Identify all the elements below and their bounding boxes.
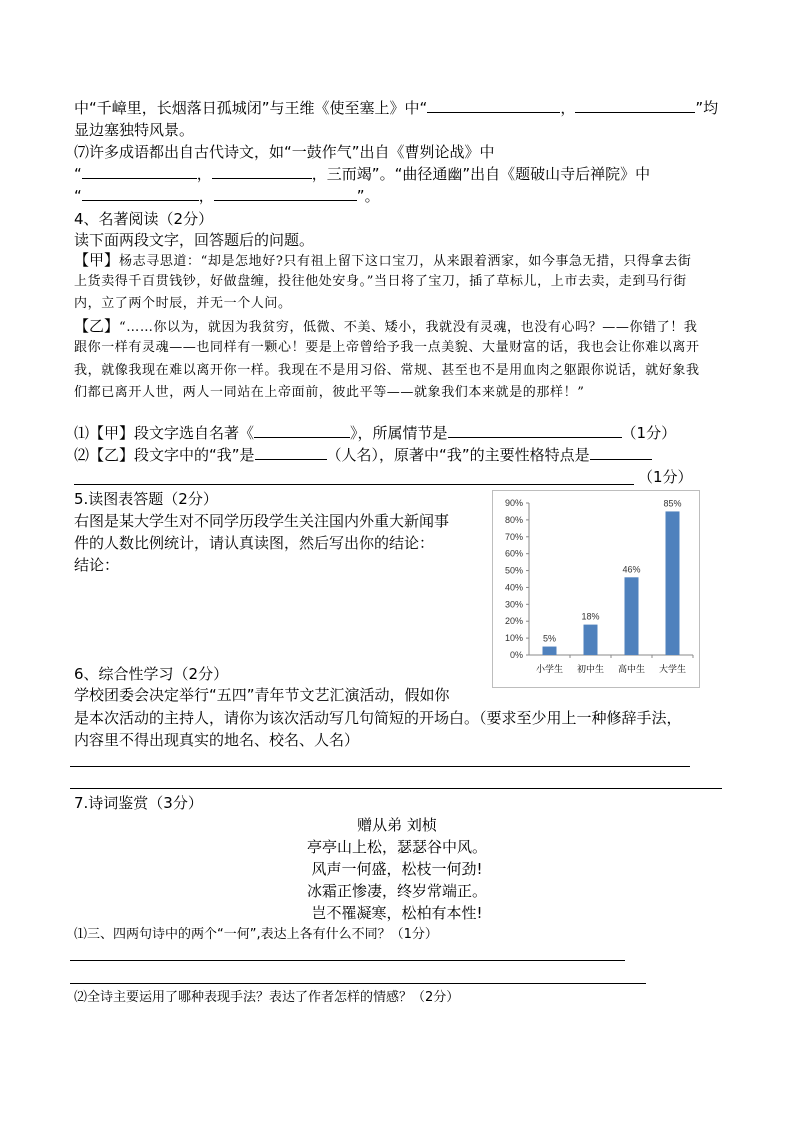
data-label: 18% <box>581 611 600 622</box>
q3-item7-line2 <box>74 164 650 184</box>
passage-yi-text: “……你以为，就因为我贫穷，低微、不美、矮小，我就没有灵魂，也没有心吗？——你错了！我 <box>119 320 698 335</box>
q6-line2: 是本次活动的主持人，请你为该次活动写几句简短的开场白。（要求至少用上一种修辞手法， <box>74 709 682 727</box>
poem-line: 岂不罹凝寒，松柏有本性! <box>311 904 483 922</box>
bar-chart <box>492 490 700 688</box>
passage-jia-label: 【甲】 <box>74 251 120 269</box>
passage-jia-line2: 上货卖得千百贯钱钞，好做盘缠，投往他处安身。”当日将了宝刀，插了草标儿，上市去卖，走到马行街 <box>74 274 687 289</box>
q3-item7-line3-tail: ”。 <box>356 187 380 205</box>
quote-open: “ <box>74 187 82 205</box>
q4-sub1-text: ⑴【甲】段文字选自名著《 <box>74 424 255 442</box>
q3-item7-line2-tail: ，三而竭”。“曲径通幽”出自《题破山寺后禅院》中 <box>311 165 651 183</box>
answer-line[interactable] <box>70 766 690 767</box>
y-tick-label: 30% <box>504 599 523 610</box>
poem-title: 赠从弟 刘桢 <box>357 816 437 834</box>
y-tick-label: 50% <box>504 565 523 576</box>
bar-chart-svg <box>493 491 699 687</box>
y-tick-label: 90% <box>504 498 523 508</box>
bar <box>666 511 680 655</box>
passage-yi-label: 【乙】 <box>74 317 120 335</box>
q6-title: 6、综合性学习（2分） <box>74 665 229 683</box>
answer-blank[interactable] <box>214 186 357 201</box>
y-tick-label: 20% <box>504 616 523 627</box>
q4-sub2-text: ⑵【乙】段文字中的“我”是 <box>74 446 255 464</box>
answer-blank[interactable] <box>212 164 312 179</box>
poem-line: 亭亭山上松，瑟瑟谷中风。 <box>306 838 487 856</box>
separator: ， <box>198 187 214 205</box>
q3-line2: 显边塞独特风景。 <box>74 121 195 139</box>
q4-sub2 <box>74 445 652 465</box>
q6-line3: 内容里不得出现真实的地名、校名、人名） <box>74 731 360 749</box>
q7-sub1: ⑴三、四两句诗中的两个“一何”,表达上各有什么不同？（1分） <box>74 927 438 942</box>
category-label: 大学生 <box>658 665 687 675</box>
passage-yi-line2: 跟你一样有灵魂——也同样有一颗心！要是上帝曾给予我一点美貌、大量财富的话，我也会让你难以离开 <box>74 340 700 355</box>
score-label: （1分） <box>621 424 677 442</box>
y-tick-label: 10% <box>504 633 523 644</box>
q3-item7-line3 <box>74 186 380 206</box>
bar <box>625 577 639 655</box>
y-tick-label: 60% <box>504 548 523 559</box>
answer-blank[interactable] <box>590 445 652 460</box>
answer-line[interactable] <box>70 960 625 961</box>
answer-blank[interactable] <box>82 164 197 179</box>
passage-yi-line4: 们都已离开人世，两人一同站在上帝面前，彼此平等——就象我们本来就是的那样！” <box>74 385 585 400</box>
separator: ， <box>196 165 212 183</box>
bar <box>543 647 557 655</box>
answer-line[interactable] <box>70 788 722 789</box>
answer-blank[interactable] <box>427 98 560 113</box>
q4-intro: 读下面两段文字，回答题后的问题。 <box>74 231 315 249</box>
answer-blank[interactable] <box>254 423 350 438</box>
y-tick-label: 70% <box>504 531 523 542</box>
bar <box>584 625 598 655</box>
data-label: 5% <box>542 633 557 644</box>
q5-line1: 右图是某大学生对不同学历段学生关注国内外重大新闻事 <box>74 512 450 530</box>
answer-blank[interactable] <box>82 186 199 201</box>
passage-yi-line3: 我，就像我现在难以离开你一样。我现在不是用习俗、常规、甚至也不是用血肉之躯跟你说话，就好象我 <box>74 363 700 378</box>
passage-jia-text: 杨志寻思道：“却是怎地好?只有祖上留下这口宝刀，从来跟着洒家，如今事急无措，只得拿去街 <box>119 254 692 269</box>
passage-jia-line1 <box>74 250 691 272</box>
q4-title: 4、名著阅读（2分） <box>74 210 214 228</box>
data-label: 85% <box>663 498 682 509</box>
q4-sub1 <box>74 423 676 443</box>
passage-jia-line3: 内，立了两个时辰，并无一个人问。 <box>74 296 292 311</box>
q5-line2: 件的人数比例统计，请认真读图，然后写出你的结论： <box>74 534 435 552</box>
y-tick-label: 40% <box>504 582 523 593</box>
q3-line1-text: 中“千嶂里，长烟落日孤城闭”与王维《使至塞上》中“ <box>74 99 428 117</box>
category-label: 高中生 <box>617 665 646 675</box>
y-tick-label: 0% <box>509 650 523 660</box>
y-tick-label: 80% <box>504 514 523 525</box>
category-label: 初中生 <box>576 665 605 675</box>
q4-sub1-mid: 》，所属情节是 <box>350 424 448 442</box>
q6-line1: 学校团委会决定举行“五四”青年节文艺汇演活动，假如你 <box>74 686 450 704</box>
answer-blank[interactable] <box>575 98 695 113</box>
poem-line: 风声一何盛，松枝一何劲! <box>311 860 483 878</box>
category-label: 小学生 <box>535 665 564 675</box>
answer-blank[interactable] <box>255 445 327 460</box>
data-label: 46% <box>622 564 641 575</box>
q3-line1 <box>74 98 718 118</box>
quote-open: “ <box>74 165 82 183</box>
q3-item7-line1: ⑺许多成语都出自古代诗文，如“一鼓作气”出自《曹刿论战》中 <box>74 143 495 161</box>
q4-sub2-score: （1分） <box>638 468 693 486</box>
q4-sub2-mid: （人名），原著中“我”的主要性格特点是 <box>326 446 590 464</box>
answer-line[interactable] <box>70 983 646 984</box>
separator: ， <box>560 99 576 117</box>
poem-line: 冰霜正惨凄，终岁常端正。 <box>306 882 487 900</box>
q3-line1-tail: ”均 <box>695 99 719 117</box>
answer-blank[interactable] <box>448 423 622 438</box>
answer-line[interactable] <box>74 484 634 485</box>
q7-title: 7.诗词鉴赏（3分） <box>74 794 203 812</box>
q5-title: 5.读图表答题（2分） <box>74 490 218 508</box>
q5-conclusion-label: 结论： <box>74 556 120 574</box>
q7-sub2: ⑵全诗主要运用了哪种表现手法？表达了作者怎样的情感？（2分） <box>74 990 460 1005</box>
passage-yi-line1 <box>74 316 697 338</box>
